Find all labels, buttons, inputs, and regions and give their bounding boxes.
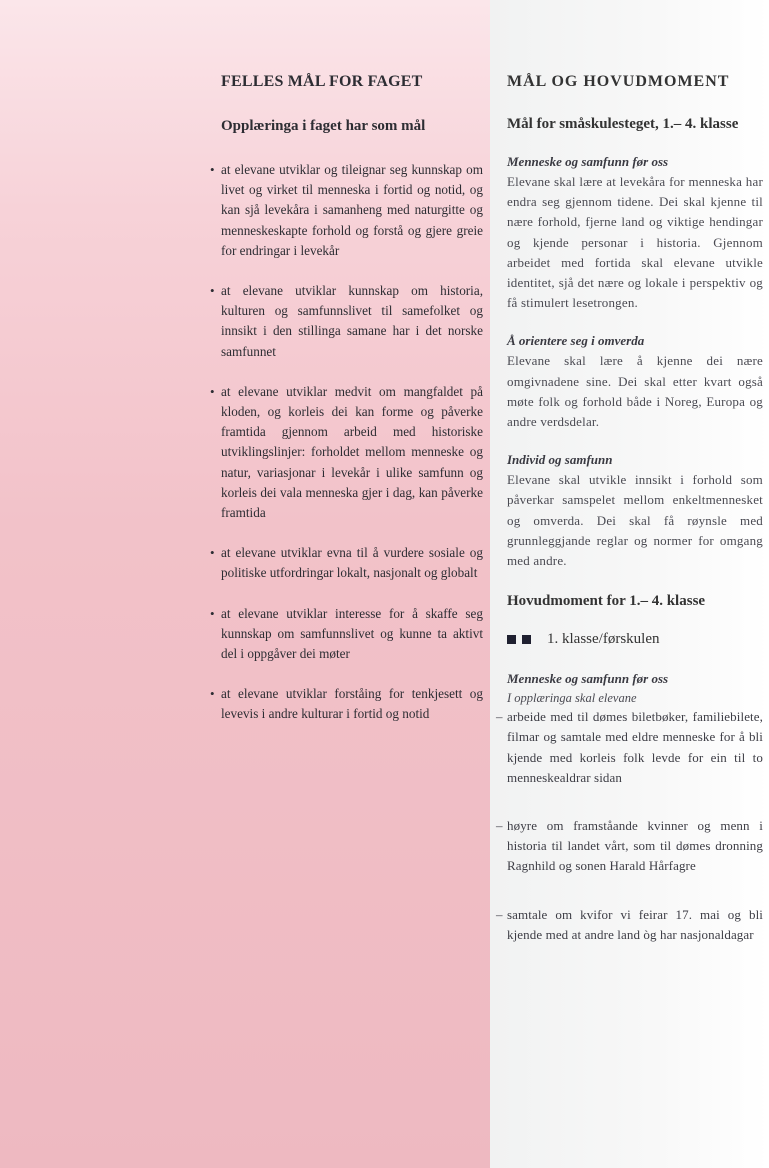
goal-item	[210, 684, 483, 724]
dash-icon: –	[496, 709, 503, 725]
goal-item	[210, 604, 483, 665]
bullet-icon: •	[210, 383, 215, 399]
goal-item	[210, 160, 483, 261]
main-point-item	[496, 816, 763, 877]
grade-label: 1. klasse/førskulen	[547, 631, 660, 648]
main-point-text: arbeide med til dømes biletbøker, familiebilete, filmar og samtale med eldre menneske for å bli kjende med korleis folk levde for ein til to menneskealdrar sidan	[507, 709, 763, 785]
bullet-icon: •	[210, 283, 215, 299]
section-heading: Individ og samfunn	[507, 452, 613, 468]
main-points-list	[496, 707, 763, 945]
common-goals-column	[210, 70, 483, 745]
goal-text: at elevane utviklar interesse for å skaffe seg kunnskap om samfunnslivet og kunne ta aktivt del i oppgåver dei møter	[221, 605, 483, 662]
bullet-icon: •	[210, 162, 215, 177]
goal-section	[507, 331, 763, 432]
topic-intro: I opplæringa skal elevane	[507, 691, 637, 706]
square-marker-icon	[507, 635, 516, 644]
section-heading: Å orientere seg i omverda	[507, 333, 645, 349]
goals-main-points-title: MÅL OG HOVUDMOMENT	[507, 73, 730, 90]
section-heading: Menneske og samfunn før oss	[507, 154, 669, 169]
primary-stage-goals-heading: Mål for småskulesteget, 1.– 4. klasse	[507, 116, 739, 132]
goal-text: at elevane utviklar og tileignar seg kunnskap om livet og virket til menneska i fortid og notid, og kan sjå levekåra i samanheng med naturgitte og menneskeskapte forhold og forstå og gjere greie for endringar i levekår	[221, 162, 483, 258]
section-text: Elevane skal lære at levekåra for menneska har endra seg gjennom tidene. Dei skal kjenne til nære forhold, fjerne land og viktige hendingar og kjende personar i historia. Gjennom arbeidet med fortida skal elevane utvikle identitet, sjå det nære og lokale i perspektiv og få stimulert lesetrongen.	[507, 174, 763, 311]
bullet-icon: •	[210, 686, 215, 702]
goal-text: at elevane utviklar kunnskap om historia, kulturen og samfunnslivet til samefolket og innsikt i den stillinga samane har i det norske samfunnet	[221, 283, 483, 359]
goals-list	[210, 160, 483, 725]
goal-item	[210, 281, 483, 362]
goals-intro-heading: Opplæringa i faget har som mål	[221, 118, 426, 134]
main-point-item	[496, 707, 763, 788]
main-point-item	[496, 905, 763, 945]
grade-heading	[507, 627, 763, 651]
goal-item	[210, 382, 483, 523]
goal-section	[507, 450, 763, 571]
goals-and-main-points-column	[496, 70, 763, 973]
goal-text: at elevane utviklar forståing for tenkjesett og levevis i andre kulturar i fortid og notid	[221, 686, 483, 722]
goal-text: at elevane utviklar evna til å vurdere sosiale og politiske utfordringar lokalt, nasjonalt og globalt	[221, 545, 483, 581]
dash-icon: –	[496, 906, 503, 922]
goal-text: at elevane utviklar medvit om mangfaldet på kloden, og korleis dei kan forme og påverke framtida gjennom arbeid med historiske utviklingslinjer: forholdet mellom menneske og natur, variasjonar i levekår i ulike samfunn og korleis dei vala menneska gjer i dag, kan påverke framtida	[221, 383, 483, 521]
section-text: Elevane skal utvikle innsikt i forhold som påverkar samspelet mellom enkeltmennesket og omverda. Dei skal få røynsle med grunnleggjande reglar og normer for omgang med andre.	[507, 472, 763, 569]
dash-icon: –	[496, 818, 503, 834]
main-point-text: høyre om framståande kvinner og menn i historia til landet vårt, som til dømes dronning Ragnhild og sonen Harald Hårfagre	[507, 818, 763, 874]
bullet-icon: •	[210, 605, 215, 621]
main-points-heading: Hovudmoment for 1.– 4. klasse	[507, 593, 706, 610]
main-point-text: samtale om kvifor vi feirar 17. mai og bli kjende med at andre land òg har nasjonaldagar	[507, 906, 763, 942]
square-marker-icon	[522, 635, 531, 644]
topic-heading: Menneske og samfunn før oss	[507, 671, 669, 687]
goal-item	[210, 543, 483, 583]
goal-section	[507, 152, 763, 313]
bullet-icon: •	[210, 545, 215, 561]
section-text: Elevane skal lære å kjenne dei nære omgivnadene sine. Dei skal etter kvart også møte folk og forhold både i Noreg, Europa og andre verdsdelar.	[507, 353, 763, 430]
common-goals-title: FELLES MÅL FOR FAGET	[221, 73, 423, 90]
